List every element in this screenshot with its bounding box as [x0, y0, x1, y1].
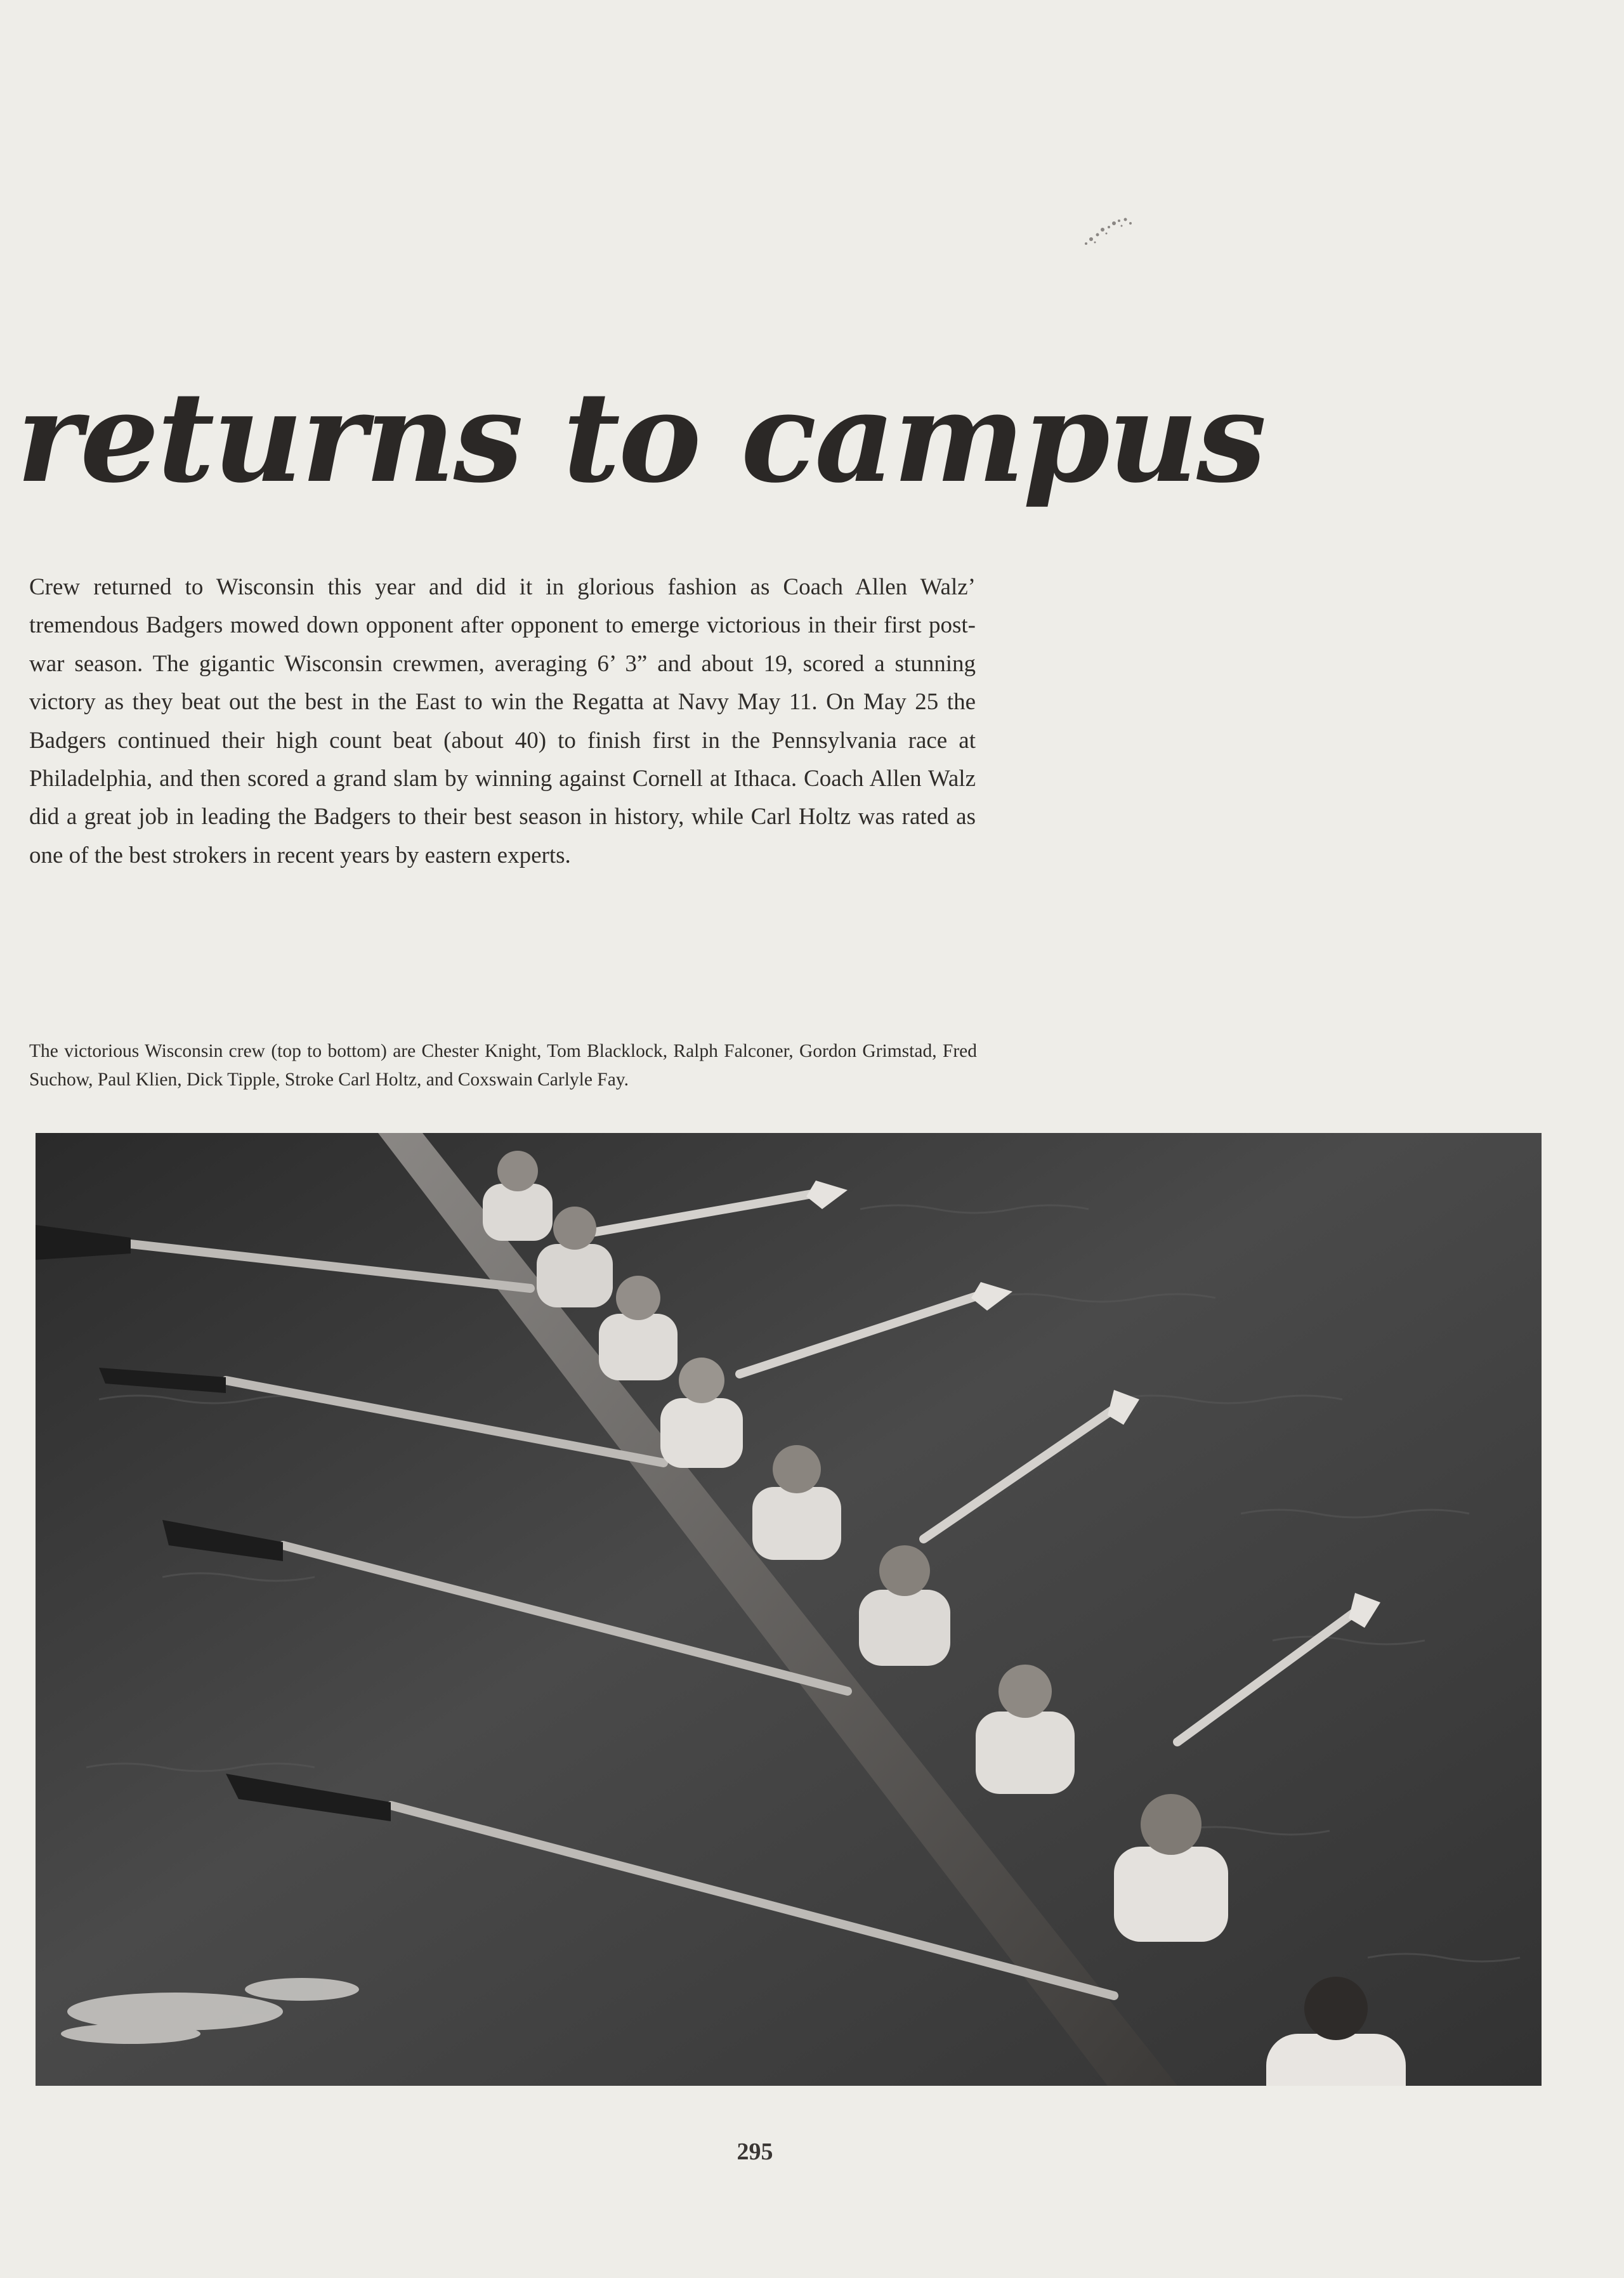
crew-rowing-photo: [36, 1133, 1542, 2086]
article-body: Crew returned to Wisconsin this year and did it in glorious fashion as Coach Allen Walz’ tremendous Badgers mowed down opponent after opponent to emerge victorious in their first post-war season. The gigantic Wisconsin crewmen, averaging 6’ 3” and about 19, scored a stunning victory as they beat out the best in the East to win the Regatta at Navy May 11. On May 25 the Badgers continued their high count beat (about 40) to finish first in the Pennsylvania race at Philadelphia, and then scored a grand slam by winning against Cornell at Ithaca. Coach Allen Walz did a great job in leading the Badgers to their best season in history, while Carl Holtz was rated as one of the best strokers in recent years by eastern experts.: [29, 574, 976, 868]
photo-caption: The victorious Wisconsin crew (top to bottom) are Chester Knight, Tom Blacklock, Ralph Falconer, Gordon Grimstad, Fred Suchow, Paul Klien, Dick Tipple, Stroke Carl Holtz, and Coxswain Carlyle Fay.: [29, 1041, 977, 1090]
page-number: 295: [737, 2138, 773, 2165]
headline: returns to campus: [16, 365, 1265, 511]
ink-smudge: [1072, 204, 1148, 255]
